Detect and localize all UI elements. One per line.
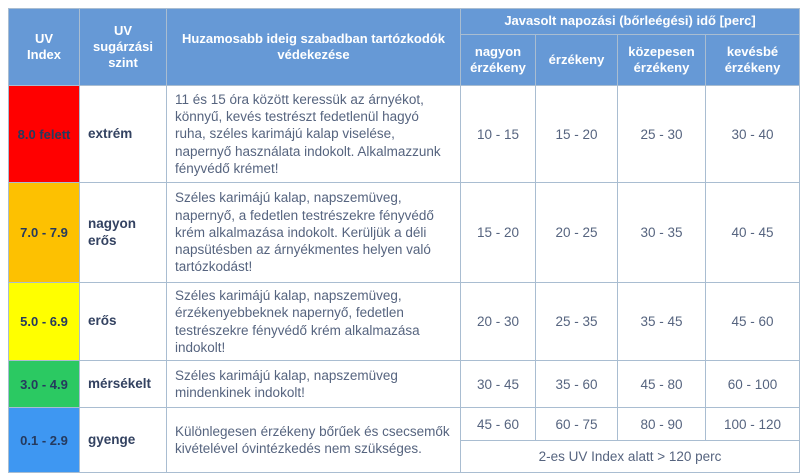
time-cell: 15 - 20 <box>461 183 536 283</box>
header-sensitivity-sensitive: érzékeny <box>536 35 618 86</box>
header-uv-level: UV sugárzási szint <box>80 9 167 86</box>
advice-cell: 11 és 15 óra között keressük az árnyékot, könnyű, kevés testrészt fedetlenül hagyó ruha, széles karimájú kalap viselése, napernyő használata indokolt. Alkalmazzunk fényvédő krémet! <box>167 86 461 183</box>
table-row-very-strong <box>9 183 800 283</box>
time-cell: 30 - 45 <box>461 361 536 408</box>
time-cell: 10 - 15 <box>461 86 536 183</box>
advice-cell: Széles karimájú kalap, napszemüveg, érzékenyebbeknek napernyő, fedetlen testrészekre fényvédő krém alkalmazása indokolt! <box>167 283 461 361</box>
footer-note-cell: 2-es UV Index alatt > 120 perc <box>461 441 800 473</box>
time-cell: 30 - 35 <box>618 183 706 283</box>
uv-level-cell: nagyon erős <box>80 183 167 283</box>
table-row-extreme <box>9 86 800 183</box>
table-row-strong <box>9 283 800 361</box>
uv-index-cell: 5.0 - 6.9 <box>9 283 80 361</box>
advice-cell: Különlegesen érzékeny bőrűek és csecsemők kivételével óvintézkedés nem szükséges. <box>167 408 461 473</box>
time-cell: 20 - 30 <box>461 283 536 361</box>
header-protection: Huzamosabb ideig szabadban tartózkodók védekezése <box>167 9 461 86</box>
time-cell: 25 - 30 <box>618 86 706 183</box>
time-cell: 35 - 60 <box>536 361 618 408</box>
time-cell: 60 - 100 <box>706 361 800 408</box>
header-time-group: Javasolt napozási (bőrleégési) idő [perc] <box>461 9 800 35</box>
table-row-moderate <box>9 361 800 408</box>
uv-level-cell: mérsékelt <box>80 361 167 408</box>
time-cell: 100 - 120 <box>706 408 800 441</box>
time-cell: 45 - 60 <box>706 283 800 361</box>
uv-level-cell: erős <box>80 283 167 361</box>
time-cell: 45 - 60 <box>461 408 536 441</box>
time-cell: 20 - 25 <box>536 183 618 283</box>
uv-index-cell: 7.0 - 7.9 <box>9 183 80 283</box>
time-cell: 60 - 75 <box>536 408 618 441</box>
time-cell: 80 - 90 <box>618 408 706 441</box>
time-cell: 45 - 80 <box>618 361 706 408</box>
uv-level-cell: extrém <box>80 86 167 183</box>
header-sensitivity-very: nagyon érzékeny <box>461 35 536 86</box>
uv-index-cell: 3.0 - 4.9 <box>9 361 80 408</box>
table-row-weak <box>9 408 800 441</box>
header-sensitivity-medium: közepesen érzékeny <box>618 35 706 86</box>
uv-index-table <box>8 8 800 473</box>
time-cell: 25 - 35 <box>536 283 618 361</box>
advice-cell: Széles karimájú kalap, napszemüveg mindenkinek indokolt! <box>167 361 461 408</box>
uv-level-cell: gyenge <box>80 408 167 473</box>
time-cell: 40 - 45 <box>706 183 800 283</box>
header-sensitivity-less: kevésbé érzékeny <box>706 35 800 86</box>
header-row-top <box>9 9 800 35</box>
time-cell: 15 - 20 <box>536 86 618 183</box>
uv-index-cell: 8.0 felett <box>9 86 80 183</box>
time-cell: 35 - 45 <box>618 283 706 361</box>
advice-cell: Széles karimájú kalap, napszemüveg, napernyő, a fedetlen testrészekre fényvédő krém alkalmazása indokolt. Kerüljük a déli napsütésben az árnyékmentes helyen való tartózkodást! <box>167 183 461 283</box>
header-uv-index: UV Index <box>9 9 80 86</box>
time-cell: 30 - 40 <box>706 86 800 183</box>
uv-index-cell: 0.1 - 2.9 <box>9 408 80 473</box>
